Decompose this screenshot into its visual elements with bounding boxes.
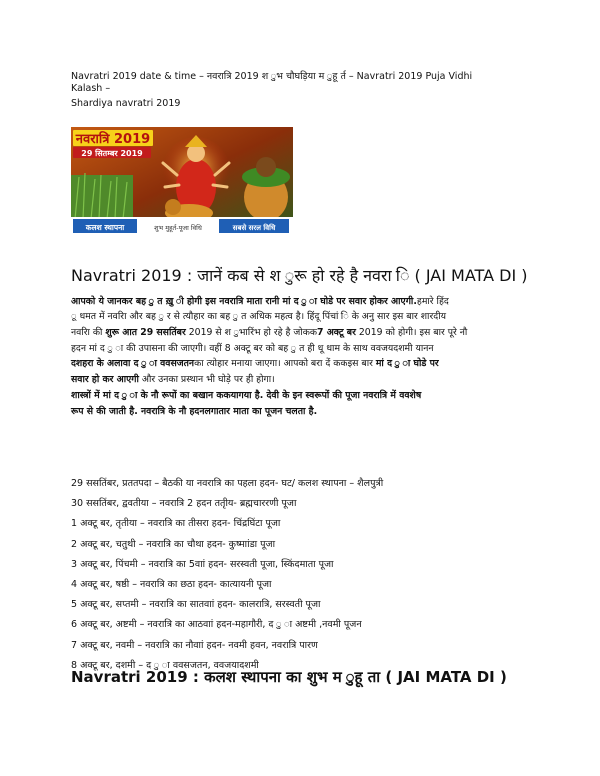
para-text: 2019 से श ुभारिंभ हो रहे है जोकक <box>185 327 317 338</box>
para-bold-horse: मां द ु ा घोडे पर <box>375 358 439 369</box>
list-item: 30 ससतिंबर, द्ववतीया – नवरात्रि 2 हदन ततृीय- ब्रह्मचाररणी पूजा <box>71 498 297 510</box>
para-bold-intro: आपको ये जानकर बह ु त ख़ु ी होगी इस नवरात्रि माता रानी मां द ु ा घोडे पर सवार होकर आएगी. <box>71 296 417 307</box>
para-text: नवराि की <box>71 327 106 338</box>
list-item: 1 अक्टू बर, तृतीया – नवरात्रि का तीसरा हदन- चिंद्रघिंटा पूजा <box>71 518 281 530</box>
para-bold-end-date: 7 अक्टू बर <box>317 327 356 338</box>
navratri-banner-image <box>71 127 293 235</box>
paragraph-line-7: शास्त्रों में मां द ु ा के नौ रूपों का बखान ककयागया है. देवी के इन स्वरूपों की पूजा नवरात्रि में ववशेष <box>71 390 422 401</box>
paragraph-line-2: ू धमत में नवराि और बह ु र से त्यौहार का बह ु त अधिक महत्व है। हिंदू पिंचां ि के अनु सार इस बार शारदीय <box>71 311 447 322</box>
list-item: 4 अक्टू बर, षष्ठी – नवरात्रि का छठा हदन- कात्यायनी पूजा <box>71 579 272 591</box>
intro-line-1: Navratri 2019 date & time – नवरात्रि 2019 श ुभ चौघड़िया म ुहू र्त – Navratri 2019 Puja Vidhi <box>71 71 473 82</box>
list-item: 5 अक्टू बर, सप्तमी – नवरात्रि का सातवाां हदन- कालरात्रि, सरस्वती पूजा <box>71 599 321 611</box>
paragraph-line-5 <box>71 356 529 372</box>
para-bold-start-date: शुरू आत 29 ससतिंबर <box>105 327 186 338</box>
heading-kalash-muhurat: Navratri 2019 : कलश स्थापना का शुभ म ुहू ता ( JAI MATA DI ) <box>71 668 507 686</box>
list-item: 29 ससतिंबर, प्रततपदा – बैठकी या नवरात्रि का पहला हदन- घट/ कलश स्थापना – शैलपुत्री <box>71 478 384 489</box>
list-item: 3 अक्टू बर, पिंचमी – नवरात्रि का 5वाां हदन- सरस्वती पूजा, स्किंदमाता पूजा <box>71 558 334 570</box>
banner-title: नवरात्रि 2019 <box>75 132 151 147</box>
banner-tag-vidhi: सबसे सरल विधि <box>232 224 276 232</box>
para-bold-visarjan: दशहरा के अलावा द ु ा ववसजतन <box>71 358 195 369</box>
list-item: 2 अक्टू बर, चतुथी – नवरात्रि का चौथा हदन- कुष्माांडा पूजा <box>71 538 276 550</box>
intro-line-3: Shardiya navratri 2019 <box>71 98 181 109</box>
para-text: हमारे हिंद <box>416 296 449 307</box>
banner-tag-kalash: कलश स्थापना <box>85 223 125 232</box>
banner-tag-muhurat: शुभ मुहूर्त-पूजा विधि <box>154 224 202 232</box>
heading-navratri-start: Navratri 2019 : जानें कब से श ुरू हो रहे है नवरा ि ( JAI MATA DI ) <box>71 266 528 285</box>
paragraph-line-3 <box>71 325 529 341</box>
paragraph-line-1 <box>71 294 529 310</box>
list-item: 7 अक्टू बर, नवमी – नवरात्रि का नौवाां हदन- नवमी हवन, नवरात्रि पारण <box>71 639 318 651</box>
paragraph-line-8: रूप से की जाती है. नवरात्रि के नौ हदनलगातार माता का पूजन चलता है. <box>71 406 318 417</box>
navratri-date-list <box>71 474 383 676</box>
intro-line-2: Kalash – <box>71 83 111 94</box>
paragraph-line-6 <box>71 372 529 388</box>
para-text: का त्योहार मनाया जाएगा। आपको बरा दें ककइस बार <box>194 358 376 369</box>
list-item: 6 अक्टू बर, अष्टमी – नवरात्रि का आठवाां हदन-महागौरी, द ु ा अष्टमी ,नवमी पूजन <box>71 619 362 631</box>
banner-date: 29 सितम्बर 2019 <box>81 149 143 158</box>
paragraph-line-4: हदन मां द ु ा की उपासना की जाएगी। वहीं 8 अक्टू बर को बह ु त ही धू धाम के साथ ववजयदशमी यानन <box>71 343 434 354</box>
para-bold-arrival: सवार हो कर आएगी <box>71 374 139 385</box>
list-item: 8 अक्टू बर, दशमी – द ु ा ववसजतन, ववजयादशमी <box>71 659 259 671</box>
para-text: और उनका प्रस्थान भी घोड़े पर ही होगा। <box>138 374 275 385</box>
para-text: 2019 को होगी। इस बार पूरे नौ <box>355 327 468 338</box>
